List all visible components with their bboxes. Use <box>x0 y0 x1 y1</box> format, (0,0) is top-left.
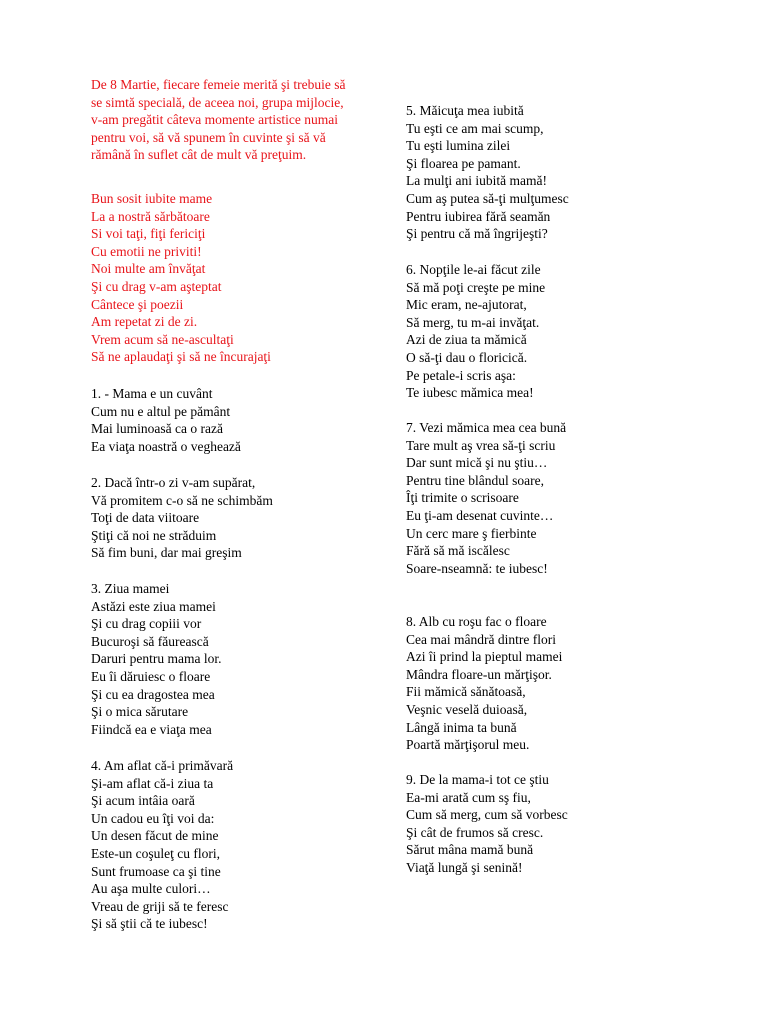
text-line: Veşnic veselă duioasă, <box>406 701 528 717</box>
poem-7 <box>406 419 566 577</box>
intro-paragraph <box>91 76 346 164</box>
text-line: Pentru iubirea fără seamăn <box>406 208 551 224</box>
text-line: 3. Ziua mamei <box>91 581 170 596</box>
text-line: Vrem acum să ne-ascultaţi <box>91 331 234 347</box>
text-line: Tare mult aş vrea să-ţi scriu <box>406 437 556 453</box>
text-line: Sărut mâna mamă bună <box>406 842 534 858</box>
text-line: Ea viaţa noastră o veghează <box>91 438 241 454</box>
text-line: Tu eşti ce am mai scump, <box>406 120 544 136</box>
text-line: La mulţi ani iubită mamă! <box>406 173 547 189</box>
text-line: Cum nu e altul pe pământ <box>91 403 231 419</box>
text-line: Pentru tine blândul soare, <box>406 472 544 488</box>
text-line: Cum aş putea să-ţi mulţumesc <box>406 190 569 206</box>
text-line: Un cerc mare ş fierbinte <box>406 525 537 541</box>
text-line: Şi cât de frumos să cresc. <box>406 824 544 840</box>
poem-5 <box>406 102 569 243</box>
text-line: 9. De la mama-i tot ce ştiu <box>406 772 549 787</box>
text-line: Un desen făcut de mine <box>91 828 219 844</box>
text-line: Ea-mi arată cum sş fiu, <box>406 789 531 805</box>
text-line: 2. Dacă într-o zi v-am supărat, <box>91 475 256 490</box>
text-line: Să fim buni, dar mai greşim <box>91 545 242 561</box>
text-line: Cea mai mândră dintre flori <box>406 631 556 647</box>
text-line: 5. Măicuţa mea iubită <box>406 103 524 118</box>
poem-8 <box>406 613 562 754</box>
text-line: Şi o mica sărutare <box>91 704 189 720</box>
text-line: Sunt frumoase ca şi tine <box>91 863 221 879</box>
text-line: Lângă inima ta bună <box>406 719 517 735</box>
text-line: De 8 Martie, fiecare femeie merită şi trebuie să <box>91 77 346 92</box>
text-line: Să merg, tu m-ai invăţat. <box>406 314 540 330</box>
text-line: Cu emotii ne priviti! <box>91 243 202 259</box>
text-line: Mic eram, ne-ajutorat, <box>406 297 527 313</box>
text-line: se simtă specială, de aceea noi, grupa mijlocie, <box>91 94 344 110</box>
text-line: Fii mămică sănătoasă, <box>406 684 526 700</box>
poem-2 <box>91 474 273 562</box>
text-line: Dar sunt mică şi nu ştiu… <box>406 455 548 471</box>
text-line: Fiindcă ea e viaţa mea <box>91 721 212 737</box>
text-line: Soare-nseamnă: te iubesc! <box>406 560 548 576</box>
text-line: Daruri pentru mama lor. <box>91 651 222 667</box>
text-line: Şi să ştii că te iubesc! <box>91 916 208 932</box>
text-line: Eu ţi-am desenat cuvinte… <box>406 507 554 523</box>
text-line: O să-ţi dau o floricică. <box>406 349 528 365</box>
text-line: Fără să mă iscălesc <box>406 543 510 559</box>
poem-4 <box>91 757 233 933</box>
text-line: Noi multe am învăţat <box>91 261 206 277</box>
text-line: 8. Alb cu roşu fac o floare <box>406 614 547 629</box>
poem-3 <box>91 580 221 738</box>
text-line: Azi de ziua ta mămică <box>406 332 527 348</box>
poem-1 <box>91 385 241 455</box>
text-line: Este-un coşuleţ cu flori, <box>91 845 220 861</box>
text-line: 1. - Mama e un cuvânt <box>91 386 213 401</box>
text-line: Eu îi dăruiesc o floare <box>91 668 211 684</box>
text-line: Vă promitem c-o să ne schimbăm <box>91 492 273 508</box>
text-line: Bun sosit iubite mame <box>91 191 213 206</box>
text-line: Am repetat zi de zi. <box>91 314 198 330</box>
text-line: La a nostră sărbătoare <box>91 208 210 224</box>
text-line: 7. Vezi mămica mea cea bună <box>406 420 567 435</box>
text-line: Si voi taţi, fiţi fericiţi <box>91 226 206 242</box>
text-line: Să mă poţi creşte pe mine <box>406 279 546 295</box>
poem-6 <box>406 261 545 402</box>
text-line: Îţi trimite o scrisoare <box>406 490 519 506</box>
text-line: Şi cu drag v-am aşteptat <box>91 278 222 294</box>
text-line: Azi îi prind la pieptul mamei <box>406 649 563 665</box>
text-line: Mai luminoasă ca o rază <box>91 421 223 437</box>
text-line: pentru voi, să vă spunem în cuvinte şi să vă <box>91 129 326 145</box>
text-line: Viaţă lungă şi senină! <box>406 859 523 875</box>
text-line: rămână în suflet cât de mult vă preţuim. <box>91 147 307 163</box>
poem-9 <box>406 771 568 877</box>
text-line: 6. Nopţile le-ai făcut zile <box>406 262 541 277</box>
text-line: Bucuroşi să făurească <box>91 633 209 649</box>
text-line: Toţi de data viitoare <box>91 510 200 526</box>
text-line: Au aşa multe culori… <box>91 881 211 897</box>
text-line: Ştiţi că noi ne străduim <box>91 527 217 543</box>
text-line: Poartă mărţişorul meu. <box>406 737 530 753</box>
text-line: 4. Am aflat că-i primăvară <box>91 758 234 773</box>
text-line: Şi pentru că mă îngrijeşti? <box>406 226 548 242</box>
text-line: Vreau de griji să te feresc <box>91 898 229 914</box>
text-line: Şi acum intâia oară <box>91 793 195 809</box>
text-line: Să ne aplaudaţi şi să ne încurajaţi <box>91 349 271 365</box>
text-line: Un cadou eu îţi voi da: <box>91 810 215 826</box>
text-line: Şi cu ea dragostea mea <box>91 686 215 702</box>
text-line: Şi cu drag copiii vor <box>91 616 202 632</box>
text-line: Şi floarea pe pamant. <box>406 155 521 171</box>
welcome-poem <box>91 190 271 366</box>
text-line: Şi-am aflat că-i ziua ta <box>91 775 214 791</box>
text-line: Pe petale-i scris aşa: <box>406 367 516 383</box>
text-line: Cântece şi poezii <box>91 296 184 312</box>
text-line: Cum să merg, cum să vorbesc <box>406 807 568 823</box>
text-line: Tu eşti lumina zilei <box>406 138 511 154</box>
text-line: Mândra floare-un mărţişor. <box>406 666 552 682</box>
text-line: Te iubesc mămica mea! <box>406 385 534 401</box>
text-line: v-am pregătit câteva momente artistice numai <box>91 112 339 128</box>
text-line: Astăzi este ziua mamei <box>91 598 216 614</box>
